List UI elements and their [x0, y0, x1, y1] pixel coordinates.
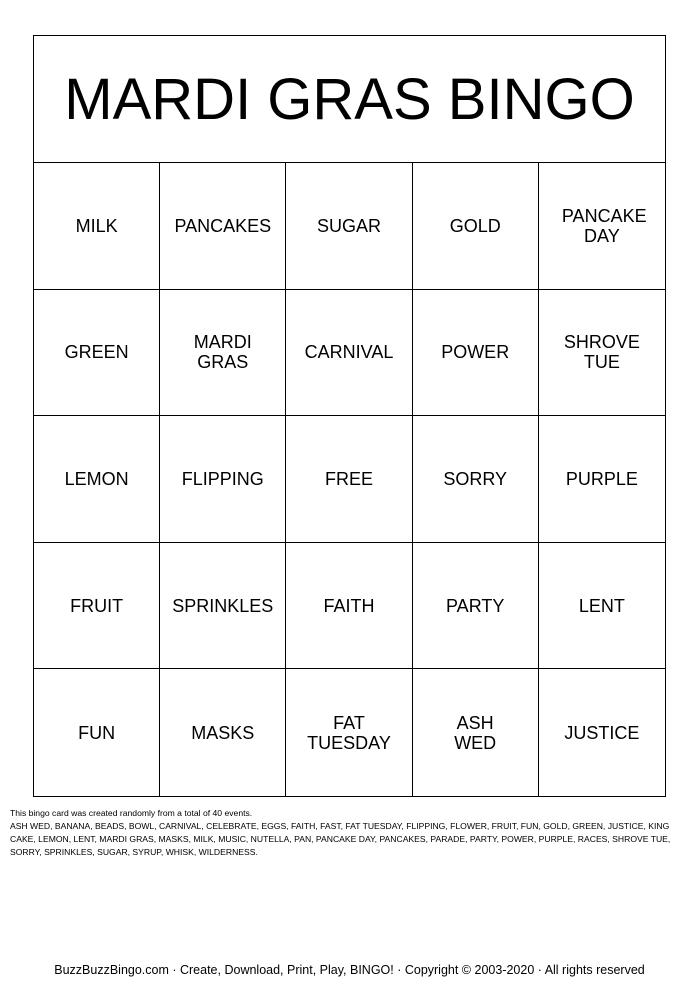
bingo-cell [286, 290, 412, 417]
bingo-cell-label: MILK [75, 215, 118, 236]
bingo-cell [286, 543, 412, 670]
bingo-cell [539, 290, 665, 417]
bingo-cell-label: SUGAR [316, 215, 381, 236]
bingo-cell-label: CARNIVAL [304, 342, 394, 363]
free-space-cell [286, 416, 412, 543]
bingo-cell-label: SHROVE TUE [563, 332, 640, 373]
bingo-cell [160, 416, 286, 543]
bingo-cell-label: MARDI GRAS [193, 332, 252, 373]
bingo-cell-label: FAT TUESDAY [307, 712, 391, 753]
bingo-cell-label: LENT [578, 595, 625, 616]
bingo-cell-label: POWER [441, 342, 510, 363]
bingo-cell-label: FAITH [323, 595, 375, 616]
bingo-cell-label: ASH WED [454, 712, 497, 753]
bingo-card [33, 35, 666, 797]
bingo-cell-label: PANCAKES [174, 215, 272, 236]
bingo-cell-label: PANCAKE DAY [561, 205, 647, 246]
bingo-cell [34, 290, 160, 417]
bingo-cell-label: JUSTICE [564, 722, 640, 743]
bingo-grid [34, 163, 665, 796]
bingo-cell [160, 163, 286, 290]
bingo-cell [539, 543, 665, 670]
bingo-cell [539, 416, 665, 543]
card-title: MARDI GRAS BINGO [34, 36, 665, 163]
bingo-cell-label: FLIPPING [181, 468, 264, 489]
free-space-label: FREE [324, 468, 373, 489]
bingo-cell [34, 163, 160, 290]
page-footer: BuzzBuzzBingo.com · Create, Download, Print, Play, BINGO! · Copyright © 2003-2020 · All rights reserved [54, 963, 645, 977]
bingo-cell [160, 290, 286, 417]
bingo-cell [539, 163, 665, 290]
bingo-cell-label: FRUIT [70, 595, 124, 616]
bingo-cell-label: GOLD [449, 215, 501, 236]
card-info-intro: This bingo card was created randomly from a total of 40 events. [10, 808, 253, 818]
bingo-cell [34, 416, 160, 543]
bingo-cell-label: SPRINKLES [172, 595, 274, 616]
bingo-cell [413, 290, 539, 417]
bingo-cell [34, 669, 160, 796]
bingo-cell [413, 669, 539, 796]
bingo-cell-label: LEMON [64, 468, 129, 489]
bingo-cell-label: SORRY [443, 468, 508, 489]
bingo-cell [413, 416, 539, 543]
bingo-cell [539, 669, 665, 796]
bingo-cell [160, 669, 286, 796]
card-info-events: ASH WED, BANANA, BEADS, BOWL, CARNIVAL, CELEBRATE, EGGS, FAITH, FAST, FAT TUESDAY, FLIPPING, FLOWER, FRUIT, FUN, GOLD, GREEN, JUSTICE, KING CAKE, LEMON, LENT, MARDI GRAS, MASKS, MILK, MUSIC, NUTELLA, PAN, PANCAKE DAY, PANCAKES, PARADE, PARTY, POWER, PURPLE, RACES, SHROVE TUE, SORRY, SPRINKLES, SUGAR, SYRUP, WHISK, WILDERNESS. [10, 821, 671, 857]
bingo-cell [413, 163, 539, 290]
bingo-cell-label: PARTY [446, 595, 505, 616]
bingo-cell [413, 543, 539, 670]
bingo-cell-label: GREEN [64, 342, 129, 363]
bingo-cell [160, 543, 286, 670]
bingo-cell [286, 669, 412, 796]
card-info [10, 807, 692, 859]
bingo-cell-label: FUN [78, 722, 116, 743]
bingo-cell-label: MASKS [191, 722, 255, 743]
bingo-cell [34, 543, 160, 670]
bingo-cell [286, 163, 412, 290]
bingo-cell-label: PURPLE [565, 468, 638, 489]
